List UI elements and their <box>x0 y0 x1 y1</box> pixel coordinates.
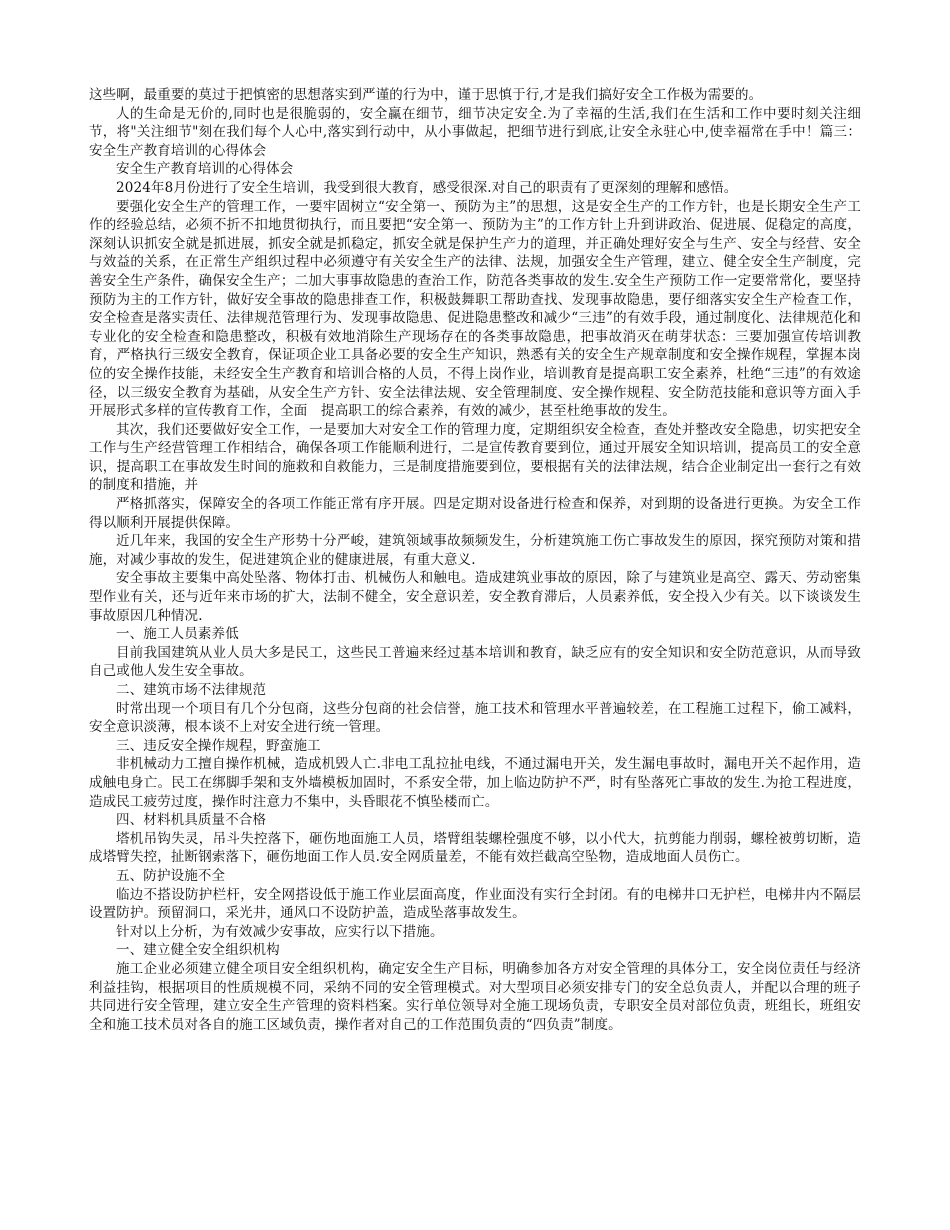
paragraph-recent-years: 近几年来，我国的安全生产形势十分严峻，建筑领域事故频频发生，分析建筑施工伤亡事故发生的原因，探究预防对策和措施，对减少事故的发生，促进建筑企业的健康进展，有重大意义. <box>89 533 861 568</box>
paragraph-workers: 目前我国建筑从业人员大多是民工，这些民工普遍来经过基本培训和教育，缺乏应有的安全知识和安全防范意识，从而导致自己或他人发生安全事故。 <box>89 644 861 680</box>
document-page <box>89 86 861 1034</box>
paragraph-life-value: 人的生命是无价的,同时也是很脆弱的，安全赢在细节，细节决定安全.为了幸福的生活,我们在生活和工作中要时刻关注细节，将"关注细节"刻在我们每个人心中,落实到行动中，从小事做起，把细节进行到底,让安全永驻心中,使幸福常在手中！篇三：安全生产教育培训的心得体会 <box>89 105 861 159</box>
paragraph-protection: 临边不搭设防护栏杆，安全网搭设低于施工作业层面高度，作业面没有实行全封闭。有的电梯井口无护栏，电梯井内不隔层设置防护。预留洞口，采光井，通风口不设防护盖，造成坠落事故发生。 <box>89 886 861 922</box>
paragraph-secondly: 其次，我们还要做好安全工作，一是要加大对安全工作的管理力度，定期组织安全检查，查处并整改安全隐患，切实把安全工作与生产经营管理工作相结合，确保各项工作能顺利进行，二是宣传教育要到位，通过开展安全知识培训，提高员工的安全意识，提高职工在事故发生时间的施救和自救能力，三是制度措施要到位，要根据有关的法律法规，结合企业制定出一套行之有效的制度和措施，并 <box>89 421 861 494</box>
paragraph-organization: 施工企业必须建立健全项目安全组织机构，确定安全生产目标，明确参加各方对安全管理的具体分工，安全岗位责任与经济利益挂钩，根据项目的性质规模不同，采纳不同的安全管理模式。对大型项目必须安排专门的安全总负责人，并配以合理的班子共同进行安全管理，建立安全生产管理的资料档案。实行单位领导对全施工现场负责，专职安全员对部位负责，班组长，班组安全和施工技术员对各自的施工区域负责，操作者对自己的工作范围负责的“四负责”制度。 <box>89 960 861 1033</box>
heading-violations: 三、违反安全操作规程，野蛮施工 <box>116 737 321 754</box>
paragraph-subcontractors: 时常出现一个项目有几个分包商，这些分包商的社会信誉，施工技术和管理水平普遍较差，在工程施工过程下，偷工减料，安全意识淡薄，根本谈不上对安全进行统一管理。 <box>89 700 861 736</box>
paragraph-materials: 塔机吊钩失灵，吊斗失控落下，砸伤地面施工人员，塔臂组装螺栓强度不够，以小代大，抗剪能力削弱，螺栓被剪切断，造成塔臂失控，扯断钢索落下，砸伤地面工作人员.安全网质量差，不能有效拦截高空坠物，造成地面人员伤亡。 <box>89 830 861 866</box>
paragraph-accident-causes: 安全事故主要集中高处坠落、物体打击、机械伤人和触电。造成建筑业事故的原因，除了与建筑业是高空、露天、劳动密集型作业有关，还与近年来市场的扩大，法制不健全，安全意识差，安全教育滞后，人员素养低，安全投入少有关。以下谈谈发生事故原因几种情况. <box>89 570 861 624</box>
paragraph-measures-intro: 针对以上分析，为有效减少安事故，应实行以下措施。 <box>116 923 444 940</box>
paragraph-management: 要强化安全生产的管理工作，一要牢固树立“安全第一、预防为主”的思想，这是安全生产的工作方针，也是长期安全生产工作的经验总结，必须不折不扣地贯彻执行，而且要把“安全第一、预防为主”的工作方针上升到讲政治、促进展、促稳定的高度，深刻认识抓安全就是抓进展，抓安全就是抓稳定，抓安全就是保护生产力的道理，并正确处理好安全与生产、安全与经营、安全与效益的关系，在正常生产组织过程中必须遵守有关安全生产的法律、法规，加强安全生产管理，建立、健全安全生产制度，完善安全生产条件，确保安全生产；二加大事事故隐患的查治工作，防范各类事故的发生.安全生产预防工作一定要常常化，要坚持预防为主的工作方针，做好安全事故的隐患排查工作，积极鼓舞职工帮助查找、发现事故隐患，要仔细落实安全生产检查工作，安全检查是落实责任、法律规范管理行为、发现事故隐患、促进隐患整改和减少“三违”的有效手段，通过制度化、法律规范化和专业化的安全检查和隐患整改，积极有效地消除生产现场存在的各类事故隐患，把事故消灭在萌芽状态：三要加强宣传培训教育，严格执行三级安全教育，保证项企业工具备必要的安全生产知识，熟悉有关的安全生产规章制度和安全操作规程，掌握本岗位的安全操作技能，未经安全生产教育和培训合格的人员，不得上岗作业，培训教育是提高职工安全素养，杜绝“三违”的有效途径，以三级安全教育为基础，从安全生产方针、安全法律法规、安全管理制度、安全操作规程、安全防范技能和意识等方面入手开展形式多样的宣传教育工作，全面 提高职工的综合素养，有效的减少，甚至杜绝事故的发生。 <box>89 198 861 420</box>
paragraph-strict-implementation: 严格抓落实，保障安全的各项工作能正常有序开展。四是定期对设备进行检查和保养，对到期的设备进行更换。为安全工作得以顺利开展提供保障。 <box>89 496 861 531</box>
section-title: 安全生产教育培训的心得体会 <box>116 161 294 178</box>
heading-protection: 五、防护设施不全 <box>116 867 226 884</box>
paragraph-opening: 这些啊，最重要的莫过于把慎密的思想落实到严谨的行为中，谨于思慎于行,才是我们搞好安全工作极为需要的。 <box>89 87 763 103</box>
paragraph-violations: 非机械动力工擅自操作机械，造成机毁人亡.非电工乱拉扯电线，不通过漏电开关，发生漏电事故时，漏电开关不起作用，造成触电身亡。民工在绑脚手架和支外墙模板加固时，不系安全带，加上临边防护不严，时有坠落死亡事故的发生.为抢工程进度，造成民工疲劳过度，操作时注意力不集中，头昏眼花不慎坠楼而亡。 <box>89 756 861 810</box>
heading-materials: 四、材料机具质量不合格 <box>116 812 267 829</box>
heading-market-irregular: 二、建筑市场不法律规范 <box>116 682 267 698</box>
heading-low-quality-workers: 一、施工人员素养低 <box>116 626 239 643</box>
heading-organization: 一、建立健全安全组织机构 <box>116 942 280 959</box>
paragraph-training-intro: 2024年8月份进行了安全生培训，我受到很大教育，感受很深.对自己的职责有了更深刻的理解和感悟。 <box>116 179 738 196</box>
